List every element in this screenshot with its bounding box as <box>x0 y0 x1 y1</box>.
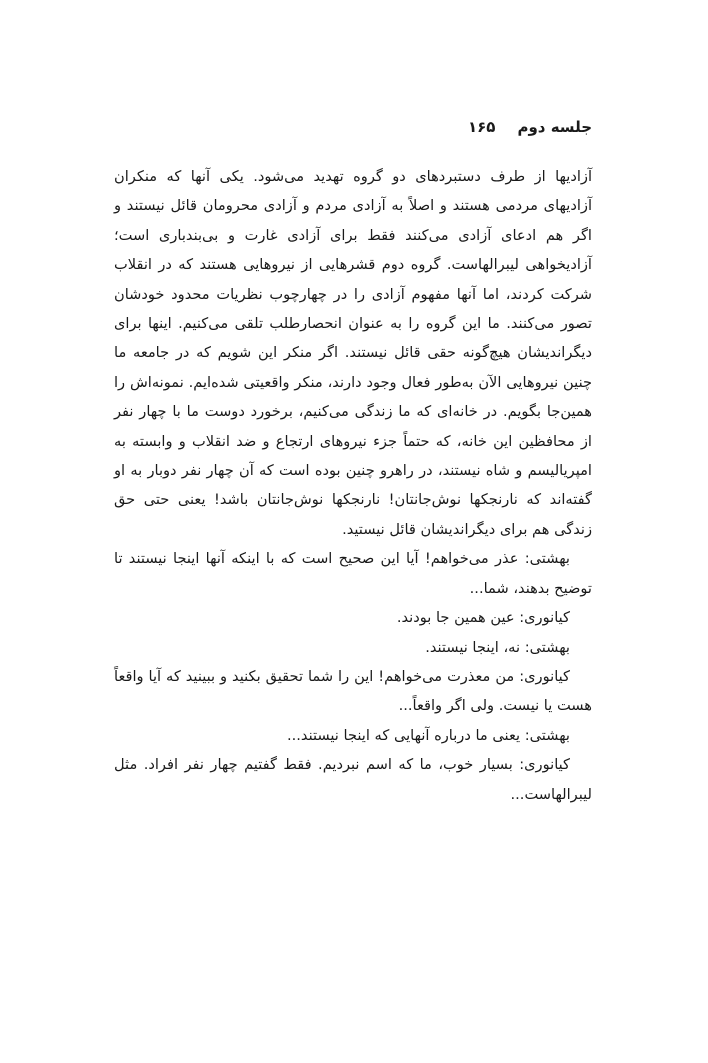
paragraph: آزادیها از طرف دستبردهای دو گروه تهدید می‌شود. یکی آنها که منکران آزادیهای مردمی هستند و اصلاً به آزادی مردم و آزادی محرومان قائل نیستند و اگر هم ادعای آزادی می‌کنند فقط برای آزادی غارت و بی‌بندباری است؛ آزادیخواهی لیبرالهاست. گروه دوم قشرهایی از نیروهایی هستند که در انقلاب شرکت کردند، اما آنها مفهوم آزادی را در چهارچوب نظریات محدود خودشان تصور می‌کنند. ما این گروه را به عنوان انحصارطلب تلقی می‌کنیم. اینها برای دیگراندیشان هیچ‌گونه حقی قائل نیستند. اگر منکر این شویم که در جامعه ما چنین نیروهایی الآن به‌طور فعال وجود دارند، منکر واقعیتی شده‌ایم. نمونه‌اش را همین‌جا بگویم. در خانه‌ای که ما زندگی می‌کنیم، برخورد دوست ما با چهار نفر از محافظین این خانه، که حتماً جزء نیروهای ارتجاع و ضد انقلاب و وابسته به امپریالیسم و شاه نیستند، در راهرو چنین بوده است که آن چهار نفر دوبار به او گفته‌اند که نارنجکها نوش‌جانتان! نارنجکها نوش‌جانتان باشد! یعنی حتی حق زندگی هم برای دیگراندیشان قائل نیستید. <box>114 168 592 538</box>
paragraph: بهشتی: یعنی ما درباره آنهایی که اینجا نیستند... <box>287 726 570 744</box>
chapter-title: جلسه دوم <box>517 118 592 136</box>
page-number: ۱۶۵ <box>468 118 496 136</box>
paragraph: کیانوری: من معذرت می‌خواهم! این را شما تحقیق بکنید و ببینید که آیا واقعاً هست یا نیست. ولی اگر واقعاً... <box>114 667 592 715</box>
running-header <box>468 118 592 136</box>
paragraph: کیانوری: عین همین جا بودند. <box>396 609 570 627</box>
paragraph: بهشتی: عذر می‌خواهم! آیا این صحیح است که با اینکه آنها اینجا نیستند تا توضیح بدهند، شما... <box>114 550 592 597</box>
paragraph: کیانوری: بسیار خوب، ما که اسم نبردیم. فقط گفتیم چهار نفر افراد. مثل لیبرالهاست... <box>114 756 592 803</box>
paragraph: بهشتی: نه، اینجا نیستند. <box>425 638 570 656</box>
body-text <box>114 162 592 809</box>
